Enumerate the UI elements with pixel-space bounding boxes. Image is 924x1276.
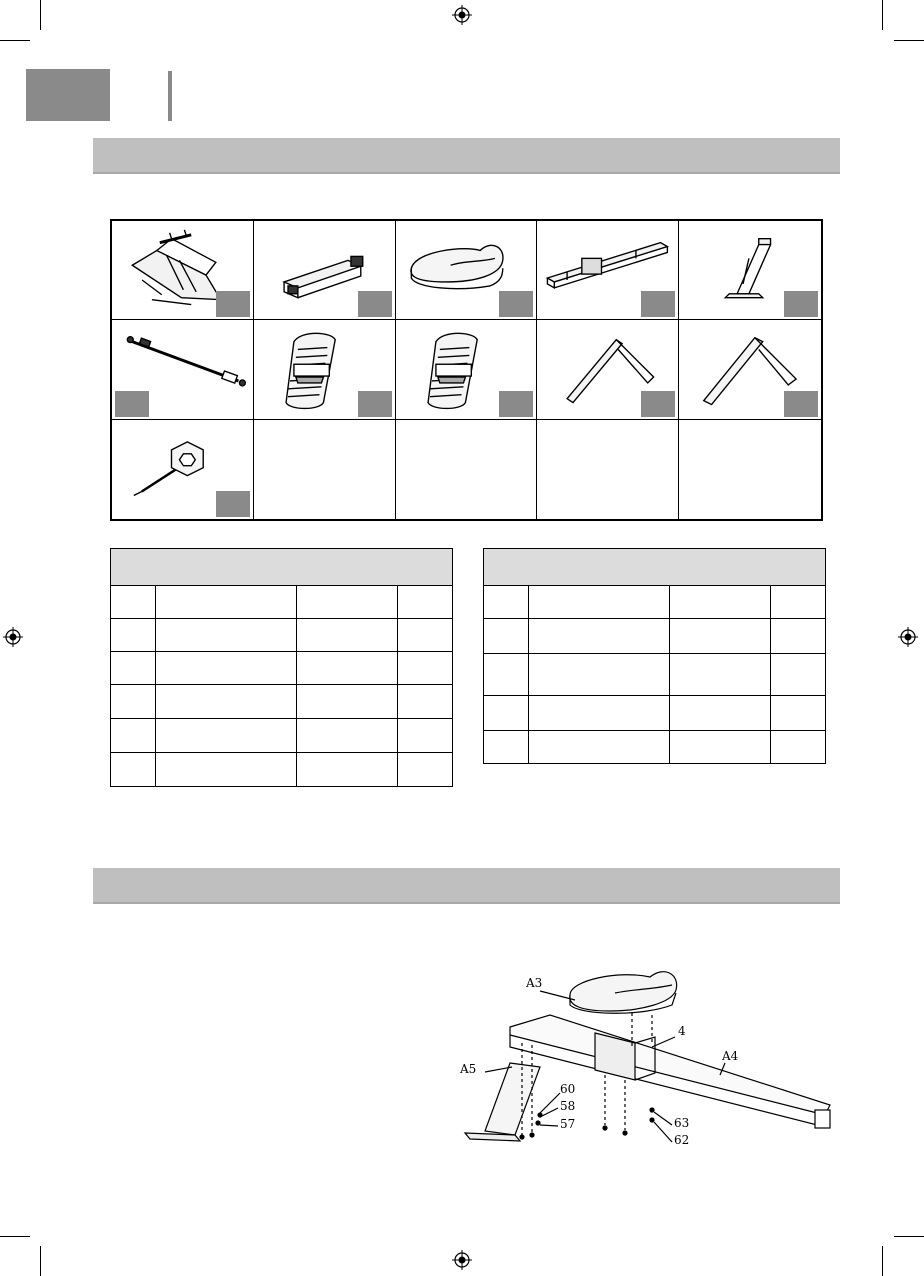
crop-mark-top-right-v xyxy=(882,0,883,30)
table-row xyxy=(111,685,453,719)
label-4: 4 xyxy=(678,1024,686,1038)
label-63: 63 xyxy=(674,1116,690,1130)
crop-mark-top-left-v xyxy=(40,0,41,30)
part-cell-l-wrench xyxy=(537,320,679,419)
table-row xyxy=(484,696,826,731)
label-A5: A5 xyxy=(460,1062,477,1076)
header-separator xyxy=(168,71,172,121)
table-row xyxy=(111,753,453,787)
registration-mark-icon xyxy=(3,627,23,647)
assembly-diagram xyxy=(440,955,840,1165)
label-58: 58 xyxy=(560,1099,576,1113)
crop-mark-top-right-h xyxy=(894,40,924,41)
part-tag xyxy=(641,391,675,417)
table-row xyxy=(111,586,453,619)
table-row xyxy=(111,619,453,652)
part-tag xyxy=(358,291,392,317)
table-row xyxy=(484,586,826,619)
crop-mark-bottom-right-v xyxy=(882,1246,883,1276)
table-header-cell xyxy=(484,549,826,586)
crop-mark-top-left-h xyxy=(0,40,30,41)
part-tag xyxy=(115,391,149,417)
table-header-cell xyxy=(111,549,453,586)
parts-table-right xyxy=(483,548,826,764)
crop-mark-bottom-left-v xyxy=(40,1246,41,1276)
table-row xyxy=(111,652,453,685)
registration-mark-icon xyxy=(898,627,918,647)
diagram-rail xyxy=(510,1015,830,1115)
language-tab-box xyxy=(26,69,110,121)
part-cell-empty xyxy=(396,420,538,519)
label-60: 60 xyxy=(560,1082,576,1096)
part-tag xyxy=(499,291,533,317)
parts-table-left xyxy=(110,548,453,787)
label-57: 57 xyxy=(560,1117,576,1131)
part-cell-rear-stabilizer xyxy=(254,221,396,320)
part-cell-left-pedal xyxy=(254,320,396,419)
label-62: 62 xyxy=(674,1133,690,1147)
part-cell-handlebar xyxy=(112,320,254,419)
table-row xyxy=(111,719,453,753)
registration-mark-icon xyxy=(452,1250,472,1270)
part-cell-main-rail xyxy=(537,221,679,320)
part-cell-seat xyxy=(396,221,538,320)
table-header-row xyxy=(111,549,453,586)
part-cell-multi-tool xyxy=(112,420,254,519)
part-tag xyxy=(216,291,250,317)
part-cell-empty xyxy=(254,420,396,519)
part-cell-right-pedal xyxy=(396,320,538,419)
part-tag xyxy=(358,391,392,417)
part-tag xyxy=(641,291,675,317)
table-row xyxy=(484,654,826,696)
part-cell-l-wrench-large xyxy=(679,320,821,419)
part-cell-empty xyxy=(679,420,821,519)
table-header-row xyxy=(484,549,826,586)
part-tag xyxy=(499,391,533,417)
section-bar-parts xyxy=(93,138,840,174)
table-row xyxy=(484,619,826,654)
part-tag xyxy=(216,491,250,517)
parts-grid xyxy=(110,219,823,521)
part-tag xyxy=(784,291,818,317)
part-cell-empty xyxy=(537,420,679,519)
label-A4: A4 xyxy=(722,1049,739,1063)
label-A3: A3 xyxy=(526,976,543,990)
crop-mark-bottom-left-h xyxy=(0,1236,30,1237)
part-cell-rear-support-leg xyxy=(679,221,821,320)
table-row xyxy=(484,731,826,764)
part-cell-front-frame xyxy=(112,221,254,320)
part-tag xyxy=(784,391,818,417)
section-bar-assembly xyxy=(93,868,840,904)
crop-mark-bottom-right-h xyxy=(894,1236,924,1237)
registration-mark-icon xyxy=(452,5,472,25)
